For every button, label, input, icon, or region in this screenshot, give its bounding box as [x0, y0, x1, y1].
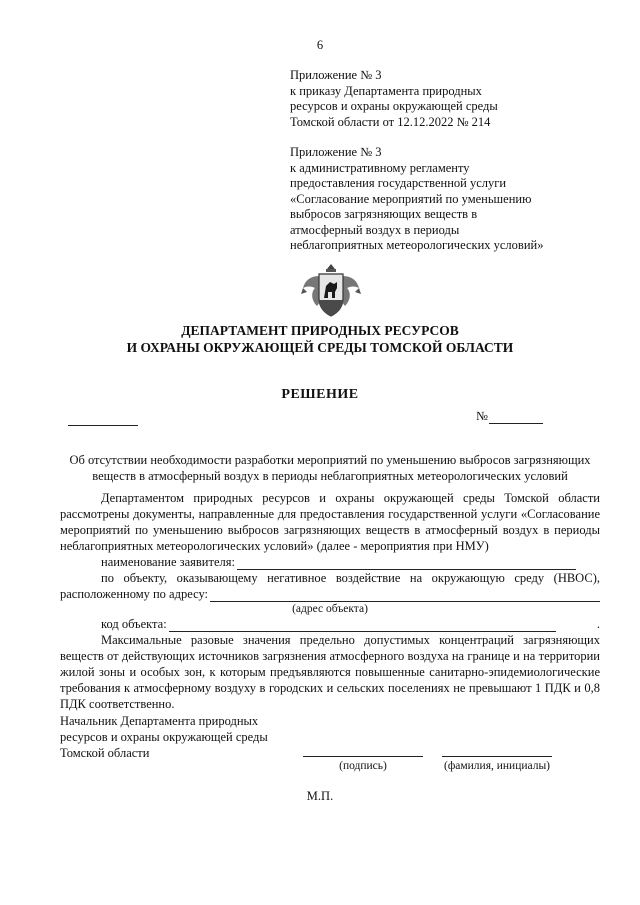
object-code-label: код объекта: — [101, 617, 167, 631]
name-caption: (фамилия, инициалы) — [443, 760, 551, 772]
page-number: 6 — [316, 38, 324, 52]
address-blank-line — [210, 589, 600, 602]
appendix-line: Приложение № 3 — [290, 68, 382, 82]
number-label: № — [476, 409, 488, 423]
signatory-title — [60, 713, 268, 761]
applicant-blank-line — [237, 557, 576, 570]
body-paragraph-1: Департаментом природных ресурсов и охраны окружающей среды Томской области рассмотрены документы, направленные для предоставления государственной услуги «Согласование мероприятий по уменьшению выбросов загрязняющих веществ в атмосферный воздух в периоды неблагоприятных метеорологических условий» (далее - мероприятия при НМУ) — [60, 491, 600, 553]
signature-blank-line — [303, 756, 423, 757]
signatory-line-3: Томской области — [60, 746, 150, 760]
address-caption: (адрес объекта) — [292, 603, 368, 615]
address-row — [60, 586, 600, 602]
signature-caption: (подпись) — [339, 760, 387, 772]
decision-body — [60, 490, 600, 712]
applicant-row — [60, 554, 600, 570]
decision-number — [476, 409, 543, 424]
appendix-line: к административному регламенту — [290, 160, 470, 175]
seal-place: М.П. — [306, 789, 334, 803]
applicant-label: наименование заявителя: — [101, 555, 235, 569]
appendix-line: атмосферный воздух в периоды — [290, 222, 460, 237]
appendix-line: Томской области от 12.12.2022 № 214 — [290, 114, 491, 129]
appendix-line: «Согласование мероприятий по уменьшению — [290, 191, 532, 206]
department-line-1: ДЕПАРТАМЕНТ ПРИРОДНЫХ РЕСУРСОВ — [181, 323, 459, 338]
address-label: расположенному по адресу: — [60, 587, 209, 601]
body-paragraph-2: Максимальные разовые значения предельно допустимых концентраций загрязняющих веществ от действующих источников загрязнения атмосферного воздуха на границе и на территории жилой зоны и особых зон, к которым предъявляются повышенные санитарно-эпидемиологические требования к атмосферному воздуху в городских и сельских поселениях не превышают 1 ПДК и 0,8 ПДК соответственно. — [60, 633, 600, 711]
object-code-end: . — [596, 617, 600, 631]
object-code-row — [60, 616, 600, 632]
number-blank-line — [489, 411, 543, 424]
decision-title: РЕШЕНИЕ — [281, 387, 359, 402]
appendix-line: к приказу Департамента природных — [290, 83, 482, 98]
signatory-line-1: Начальник Департамента природных — [60, 714, 259, 728]
appendix-line: ресурсов и охраны окружающей среды — [290, 99, 498, 113]
appendix-line: выбросов загрязняющих веществ в — [290, 207, 478, 221]
appendix-line: Приложение № 3 — [290, 145, 382, 159]
date-blank-line — [68, 412, 138, 426]
signatory-line-2: ресурсов и охраны окружающей среды — [60, 730, 268, 744]
object-line-1: по объекту, оказывающему негативное воздействие на окружающую среду (НВОС), — [101, 571, 600, 585]
object-code-blank-line — [169, 619, 556, 632]
decision-subject: Об отсутствии необходимости разработки мероприятий по уменьшению выбросов загрязняющих веществ в атмосферный воздух в периоды неблагоприятных метеорологических условий — [69, 453, 591, 483]
appendix-block — [290, 68, 543, 254]
coat-of-arms-icon — [297, 262, 365, 318]
department-line-2: И ОХРАНЫ ОКРУЖАЮЩЕЙ СРЕДЫ ТОМСКОЙ ОБЛАСТИ — [126, 340, 514, 355]
department-heading — [0, 322, 640, 356]
name-blank-line — [442, 756, 552, 757]
appendix-line: неблагоприятных метеорологических условий» — [290, 238, 544, 252]
appendix-line: предоставления государственной услуги — [290, 176, 507, 190]
